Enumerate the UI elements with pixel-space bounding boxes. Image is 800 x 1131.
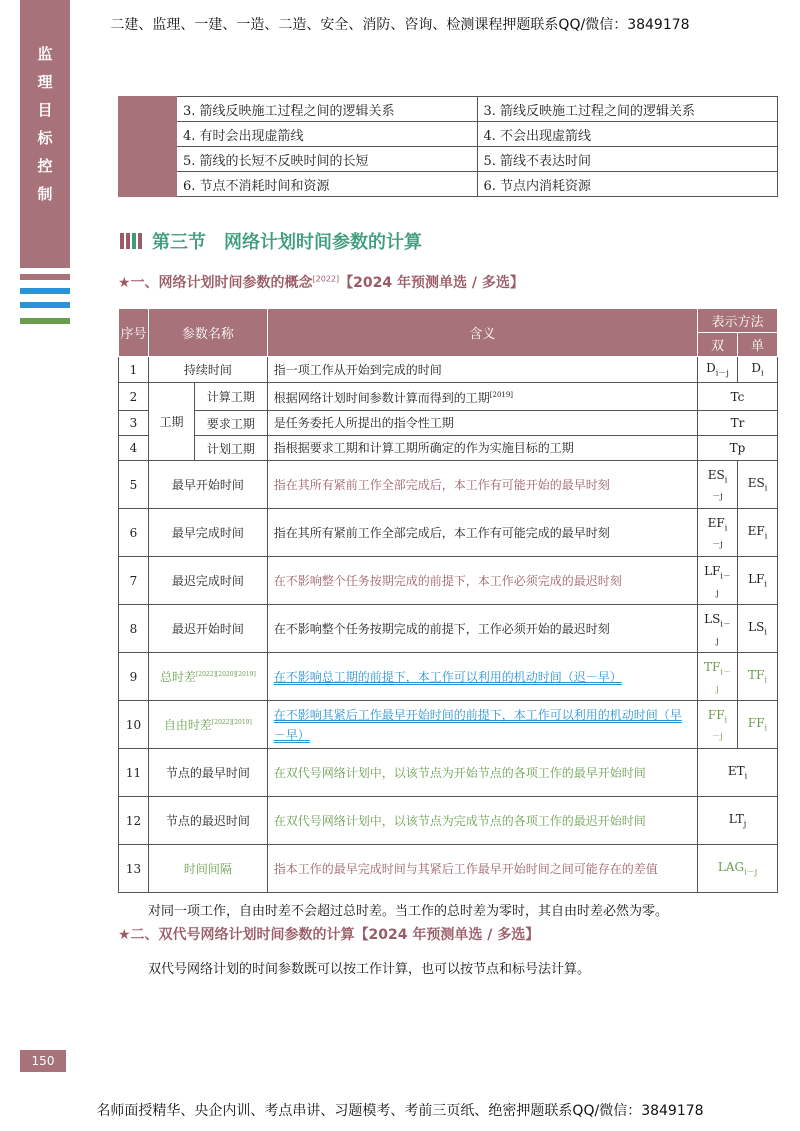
right-cell: 3. 箭线反映施工过程之间的逻辑关系 bbox=[477, 97, 778, 122]
symbol: Tc bbox=[698, 383, 778, 411]
left-cell: 4. 有时会出现虚箭线 bbox=[177, 122, 478, 147]
param-desc: 是任务委托人所提出的指令性工期 bbox=[267, 411, 697, 436]
subsection-title-text: ★二、双代号网络计划时间参数的计算 bbox=[118, 927, 355, 943]
row-no: 8 bbox=[119, 605, 149, 653]
comparison-table bbox=[118, 96, 778, 197]
param-desc: 指一项工作从开始到完成的时间 bbox=[267, 357, 697, 383]
row-no: 12 bbox=[119, 797, 149, 845]
group-name: 工期 bbox=[149, 383, 195, 461]
side-stripe bbox=[20, 318, 70, 324]
param-desc: 在双代号网络计划中，以该节点为完成节点的各项工作的最迟开始时间 bbox=[267, 797, 697, 845]
param-name: 最迟开始时间 bbox=[149, 605, 268, 653]
side-char: 理 bbox=[37, 73, 53, 91]
footer-banner: 名师面授精华、央企内训、考点串讲、习题模考、考前三页纸、绝密押题联系QQ/微信：3849178 bbox=[96, 1103, 704, 1119]
side-char: 制 bbox=[37, 185, 53, 203]
symbol-double: $EF_{i-j}$ bbox=[698, 509, 738, 557]
right-cell: 4. 不会出现虚箭线 bbox=[477, 122, 778, 147]
row-no: 7 bbox=[119, 557, 149, 605]
table-row bbox=[119, 383, 778, 411]
table-row bbox=[119, 172, 778, 197]
table-row bbox=[119, 122, 778, 147]
header-banner: 二建、监理、一建、一造、二造、安全、消防、咨询、检测课程押题联系QQ/微信：3849178 bbox=[110, 17, 690, 33]
side-char: 控 bbox=[37, 157, 53, 175]
section-bars-icon bbox=[120, 233, 142, 249]
symbol-double: $LF_{i-j}$ bbox=[698, 557, 738, 605]
table-row bbox=[119, 509, 778, 557]
left-cell: 6. 节点不消耗时间和资源 bbox=[177, 172, 478, 197]
table-row bbox=[119, 605, 778, 653]
symbol-single: $EF_i$ bbox=[738, 509, 778, 557]
table-row bbox=[119, 797, 778, 845]
row-no: 11 bbox=[119, 749, 149, 797]
parameter-table bbox=[118, 308, 778, 893]
param-name: 持续时间 bbox=[149, 357, 268, 383]
symbol: $LAG_{i-j}$ bbox=[698, 845, 778, 893]
table-row bbox=[119, 557, 778, 605]
param-desc: 在不影响整个任务按期完成的前提下，本工作必须完成的最迟时刻 bbox=[267, 557, 697, 605]
left-cell: 3. 箭线反映施工过程之间的逻辑关系 bbox=[177, 97, 478, 122]
symbol: Tr bbox=[698, 411, 778, 436]
side-char: 目 bbox=[37, 101, 53, 119]
row-no: 4 bbox=[119, 436, 149, 461]
row-no: 5 bbox=[119, 461, 149, 509]
table-row bbox=[119, 653, 778, 701]
header-name: 参数名称 bbox=[149, 309, 268, 357]
side-char: 标 bbox=[37, 129, 53, 147]
prediction-tag: 【2024 年预测单选 / 多选】 bbox=[339, 275, 524, 291]
paragraph: 对同一项工作，自由时差不会超过总时差。当工作的总时差为零时，其自由时差必然为零。 bbox=[148, 904, 669, 919]
symbol-single: $D_i$ bbox=[738, 357, 778, 383]
header-repr: 表示方法 bbox=[698, 309, 778, 333]
header-single: 单 bbox=[738, 333, 778, 357]
symbol-double: $LS_{i-j}$ bbox=[698, 605, 738, 653]
param-name: 节点的最早时间 bbox=[149, 749, 268, 797]
param-name: 最迟完成时间 bbox=[149, 557, 268, 605]
param-desc: 在不影响总工期的前提下，本工作可以利用的机动时间（迟－早） bbox=[267, 653, 697, 701]
symbol-double: $ES_{i-j}$ bbox=[698, 461, 738, 509]
side-char: 监 bbox=[37, 45, 53, 63]
param-name: 最早完成时间 bbox=[149, 509, 268, 557]
header-no: 序号 bbox=[119, 309, 149, 357]
side-stripe bbox=[20, 274, 70, 280]
symbol: Tp bbox=[698, 436, 778, 461]
paragraph: 双代号网络计划的时间参数既可以按工作计算，也可以按节点和标号法计算。 bbox=[148, 962, 591, 977]
right-cell: 6. 节点内消耗资源 bbox=[477, 172, 778, 197]
param-desc: 在双代号网络计划中，以该节点为开始节点的各项工作的最早开始时间 bbox=[267, 749, 697, 797]
row-no: 9 bbox=[119, 653, 149, 701]
table-row bbox=[119, 845, 778, 893]
subsection-title bbox=[118, 924, 539, 944]
symbol-single: $ES_i$ bbox=[738, 461, 778, 509]
symbol-double: $TF_{i-j}$ bbox=[698, 653, 738, 701]
table-row bbox=[119, 97, 778, 122]
row-no: 6 bbox=[119, 509, 149, 557]
param-name: 自由时差[2022][2019] bbox=[149, 701, 268, 749]
symbol-double: $FF_{i-j}$ bbox=[698, 701, 738, 749]
row-no: 10 bbox=[119, 701, 149, 749]
table-row bbox=[119, 147, 778, 172]
section-title bbox=[120, 228, 422, 254]
param-name: 最早开始时间 bbox=[149, 461, 268, 509]
symbol: $LT_j$ bbox=[698, 797, 778, 845]
table-row bbox=[119, 411, 778, 436]
symbol-single: $LF_i$ bbox=[738, 557, 778, 605]
param-name: 计算工期 bbox=[195, 383, 268, 411]
header-double: 双 bbox=[698, 333, 738, 357]
prediction-tag: 【2024 年预测单选 / 多选】 bbox=[354, 927, 540, 943]
subsection-title bbox=[118, 272, 524, 292]
header-meaning: 含义 bbox=[267, 309, 697, 357]
param-name: 总时差[2022][2020][2019] bbox=[149, 653, 268, 701]
year-cite: [2022] bbox=[312, 274, 340, 284]
symbol-single: $LS_i$ bbox=[738, 605, 778, 653]
param-desc: 根据网络计划时间参数计算而得到的工期[2019] bbox=[267, 383, 697, 411]
side-stripe bbox=[20, 302, 70, 308]
row-no: 1 bbox=[119, 357, 149, 383]
param-name: 要求工期 bbox=[195, 411, 268, 436]
shaded-cell bbox=[119, 97, 177, 197]
side-title bbox=[20, 40, 70, 208]
row-no: 13 bbox=[119, 845, 149, 893]
table-row bbox=[119, 436, 778, 461]
table-row bbox=[119, 749, 778, 797]
param-name: 时间间隔 bbox=[149, 845, 268, 893]
symbol: $ET_i$ bbox=[698, 749, 778, 797]
right-cell: 5. 箭线不表达时间 bbox=[477, 147, 778, 172]
param-name: 节点的最迟时间 bbox=[149, 797, 268, 845]
row-no: 3 bbox=[119, 411, 149, 436]
subsection-title-text: ★一、网络计划时间参数的概念 bbox=[118, 275, 313, 291]
row-no: 2 bbox=[119, 383, 149, 411]
param-desc: 指本工作的最早完成时间与其紧后工作最早开始时间之间可能存在的差值 bbox=[267, 845, 697, 893]
table-row bbox=[119, 461, 778, 509]
table-row bbox=[119, 357, 778, 383]
side-stripe bbox=[20, 288, 70, 294]
section-title-text: 第三节 网络计划时间参数的计算 bbox=[152, 232, 422, 253]
param-desc: 在不影响整个任务按期完成的前提下，工作必须开始的最迟时刻 bbox=[267, 605, 697, 653]
param-desc: 指在其所有紧前工作全部完成后，本工作有可能开始的最早时刻 bbox=[267, 461, 697, 509]
table-row bbox=[119, 701, 778, 749]
param-name: 计划工期 bbox=[195, 436, 268, 461]
page-number: 150 bbox=[20, 1050, 66, 1072]
param-desc: 指根据要求工期和计算工期所确定的作为实施目标的工期 bbox=[267, 436, 697, 461]
param-desc: 指在其所有紧前工作全部完成后，本工作有可能完成的最早时刻 bbox=[267, 509, 697, 557]
symbol-double: $D_{i-j}$ bbox=[698, 357, 738, 383]
left-cell: 5. 箭线的长短不反映时间的长短 bbox=[177, 147, 478, 172]
symbol-single: $FF_i$ bbox=[738, 701, 778, 749]
param-desc: 在不影响其紧后工作最早开始时间的前提下，本工作可以利用的机动时间（早－早） bbox=[267, 701, 697, 749]
symbol-single: $TF_i$ bbox=[738, 653, 778, 701]
